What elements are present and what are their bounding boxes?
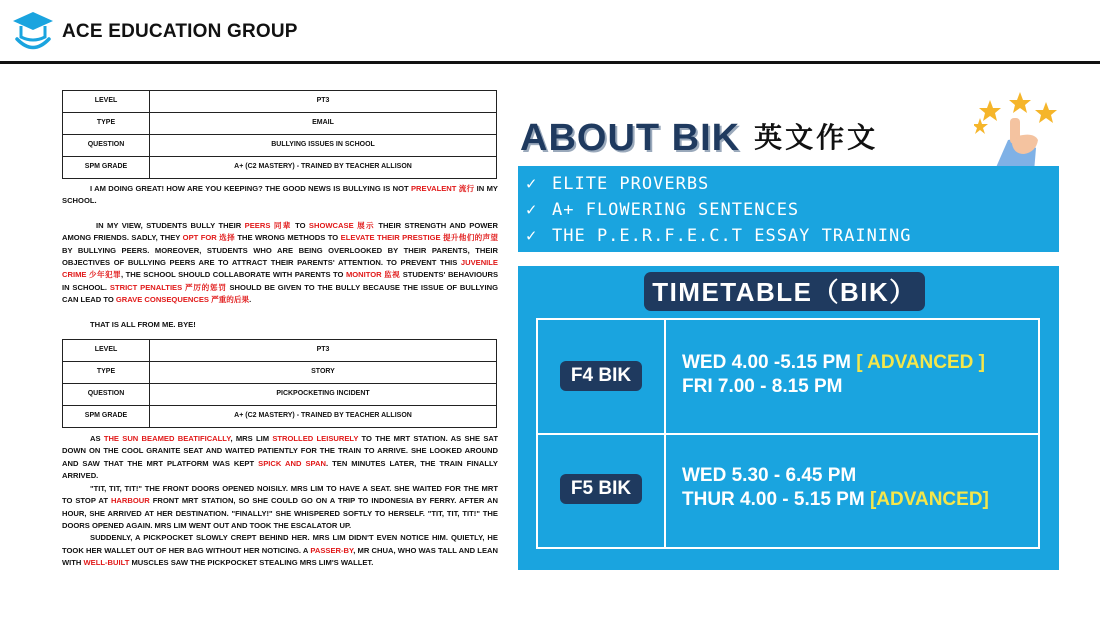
level-badge-f5: F5 BIK — [560, 474, 642, 504]
highlighted-phrase: 流行 — [458, 184, 475, 193]
table-row: TYPE STORY — [63, 362, 497, 384]
text-run: I AM DOING GREAT! HOW ARE YOU KEEPING? THE GOOD NEWS IS BULLYING IS NOT — [90, 184, 411, 193]
text-run: "TIT, TIT, TIT!" THE FRONT DOORS OPENED NOISILY. MRS LIM TO HAVE A SEAT. SHE WAITED FOR THE MRT TO STOP AT — [62, 483, 498, 506]
about-title-chinese: 英文作文 — [754, 121, 879, 154]
features-box — [518, 166, 1059, 252]
table-row: QUESTION PICKPOCKETING INCIDENT — [63, 384, 497, 406]
text-run: , MR CHUA, WHO WAS TALL AND LEAN WITH — [62, 545, 498, 568]
advanced-tag: [ ADVANCED ] — [856, 352, 986, 373]
text-run: TO THE MRT STATION. AS SHE SAT DOWN ON THE COOL GRANITE SEAT AND WAITED PATIENTLY FOR THE TRAIN TO ARRIVE. SHE LOOKED AROUND AND SAW THAT THE MRT PLATFORM WAS KEPT — [62, 434, 498, 468]
table-row: TYPE EMAIL — [63, 113, 497, 135]
text-run: IN MY VIEW, STUDENTS BULLY THEIR — [96, 220, 245, 230]
essay1-paragraph-2 — [62, 220, 498, 307]
highlighted-phrase: PEERS 同辈 — [244, 220, 292, 230]
highlighted-phrase: MONITOR 监视 — [345, 270, 401, 280]
check-icon: ✓ — [526, 226, 538, 246]
schedule-line: THUR 4.00 - 5.15 PM [ADVANCED] — [682, 489, 989, 510]
highlighted-phrase: OPT FOR 选择 — [182, 233, 235, 243]
sample-essays — [62, 90, 498, 570]
feature-item: ✓ THE P.E.R.F.E.C.T ESSAY TRAINING — [526, 226, 912, 246]
essay1-info-table — [62, 90, 497, 179]
check-icon: ✓ — [526, 200, 538, 220]
text-run: THE WRONG METHODS TO — [234, 233, 341, 243]
text-run: MUSCLES SAW THE PICKPOCKET STEALING MRS LIM'S WALLET. — [129, 558, 374, 568]
brand-name: ACE EDUCATION GROUP — [62, 21, 298, 42]
text-run: SHOULD BE GIVEN TO THE BULLY BECAUSE THE ISSUE OF BULLYING CAN LEAD TO — [62, 282, 498, 305]
schedule-f4 — [682, 351, 985, 399]
text-run: THEIR STRENGTH AND POWER AMONG FRIENDS. SADLY, THEY — [62, 220, 498, 243]
highlighted-phrase: PASSER-BY — [310, 545, 354, 555]
essay1-closing: THAT IS ALL FROM ME. BYE! — [90, 319, 196, 329]
text-run: SUDDENLY, A PICKPOCKET SLOWLY CREPT BEHIND HER. MRS LIM DIDN'T EVEN NOTICE HIM. QUIETLY, HE TOOK HER WALLET OUT OF HER BAG WITHOUT HER NOTICING. A — [62, 533, 498, 555]
timetable-title: TIMETABLE（BIK） — [644, 272, 925, 311]
highlighted-phrase: GRAVE CONSEQUENCES 严重的后果 — [115, 295, 250, 305]
table-row: LEVEL PT3 — [63, 340, 497, 362]
essay2-info-table — [62, 339, 497, 428]
text-run: , THE SCHOOL SHOULD COLLABORATE WITH PARENTS TO — [120, 270, 346, 280]
text-run: AS — [90, 434, 104, 444]
bik-info-panel — [518, 80, 1059, 580]
essay2-story — [62, 433, 498, 569]
level-badge-f4: F4 BIK — [560, 361, 642, 391]
highlighted-phrase: STROLLED LEISURELY — [272, 434, 359, 444]
timetable-box — [518, 266, 1059, 570]
highlighted-phrase: JUVENILE CRIME 少年犯罪 — [62, 258, 498, 280]
text-run: BY BULLYING PEERS. MOREOVER, STUDENTS WHO ARE BEING OVERLOOKED BY THEIR PARENTS, THEIR OBJECTIVES OF BULLYING PEERS ARE TO ATTRACT THEIR PARENTS' ATTENTION. TO PREVENT THIS — [62, 245, 498, 268]
highlighted-phrase: HARBOUR — [110, 496, 150, 506]
graduation-cap-logo-icon — [12, 10, 54, 54]
schedule-line: WED 4.00 -5.15 PM [ ADVANCED ] — [682, 352, 986, 373]
text-run: . — [249, 295, 252, 305]
highlighted-phrase: WELL-BUILT — [83, 558, 130, 568]
highlighted-phrase: STRICT PENALTIES 严厉的惩罚 — [109, 282, 227, 292]
text-run: IN MY SCHOOL. — [62, 184, 498, 206]
thumbs-up-stars-icon — [974, 88, 1064, 172]
text-run: STUDENTS' BEHAVIOURS IN SCHOOL. — [62, 270, 499, 292]
highlighted-phrase: SHOWCASE 展示 — [308, 220, 375, 230]
feature-item: ✓ A+ FLOWERING SENTENCES — [526, 200, 800, 220]
table-row: SPM GRADE A+ (C2 MASTERY) - TRAINED BY TEACHER ALLISON — [63, 406, 497, 428]
schedule-f5 — [682, 464, 989, 512]
schedule-line: FRI 7.00 - 8.15 PM — [682, 376, 843, 397]
schedule-line: WED 5.30 - 6.45 PM — [682, 465, 857, 486]
table-row: SPM GRADE A+ (C2 MASTERY) - TRAINED BY TEACHER ALLISON — [63, 157, 497, 179]
table-row: LEVEL PT3 — [63, 91, 497, 113]
header-divider — [0, 61, 1100, 64]
advanced-tag: [ADVANCED] — [869, 489, 989, 510]
check-icon: ✓ — [526, 174, 538, 194]
highlighted-phrase: SPICK AND SPAN — [258, 458, 327, 468]
essay1-paragraph-1 — [62, 183, 498, 208]
highlighted-phrase: PREVALENT — [410, 184, 457, 193]
feature-item: ✓ ELITE PROVERBS — [526, 174, 710, 194]
timetable-grid — [536, 318, 1040, 549]
text-run: , MRS LIM — [230, 434, 273, 444]
text-run: FRONT MRT STATION, SO SHE COULD GO ON A TRIP TO INDONESIA BY FERRY. AFTER AN HOUR, SHE ARRIVED AT HER DESTINATION. "FINALLY!" SHE WHISPERED SOFTLY TO HERSELF. "TIT, TIT, TIT!" THE DOORS OPENED AGAIN. MRS LIM WENT OUT AND TOOK THE ESCALATOR UP. — [62, 496, 498, 530]
about-title: ABOUT BIK 英文作文 — [520, 117, 879, 159]
header-bar — [0, 0, 1100, 62]
grid-divider — [538, 433, 1038, 435]
table-row: QUESTION BULLYING ISSUES IN SCHOOL — [63, 135, 497, 157]
text-run: TO — [291, 220, 309, 230]
highlighted-phrase: THE SUN BEAMED BEATIFICALLY — [103, 434, 231, 444]
text-run: . TEN MINUTES LATER, THE TRAIN FINALLY ARRIVED. — [62, 458, 498, 481]
highlighted-phrase: ELEVATE THEIR PRESTIGE 提升他们的声望 — [340, 233, 499, 243]
